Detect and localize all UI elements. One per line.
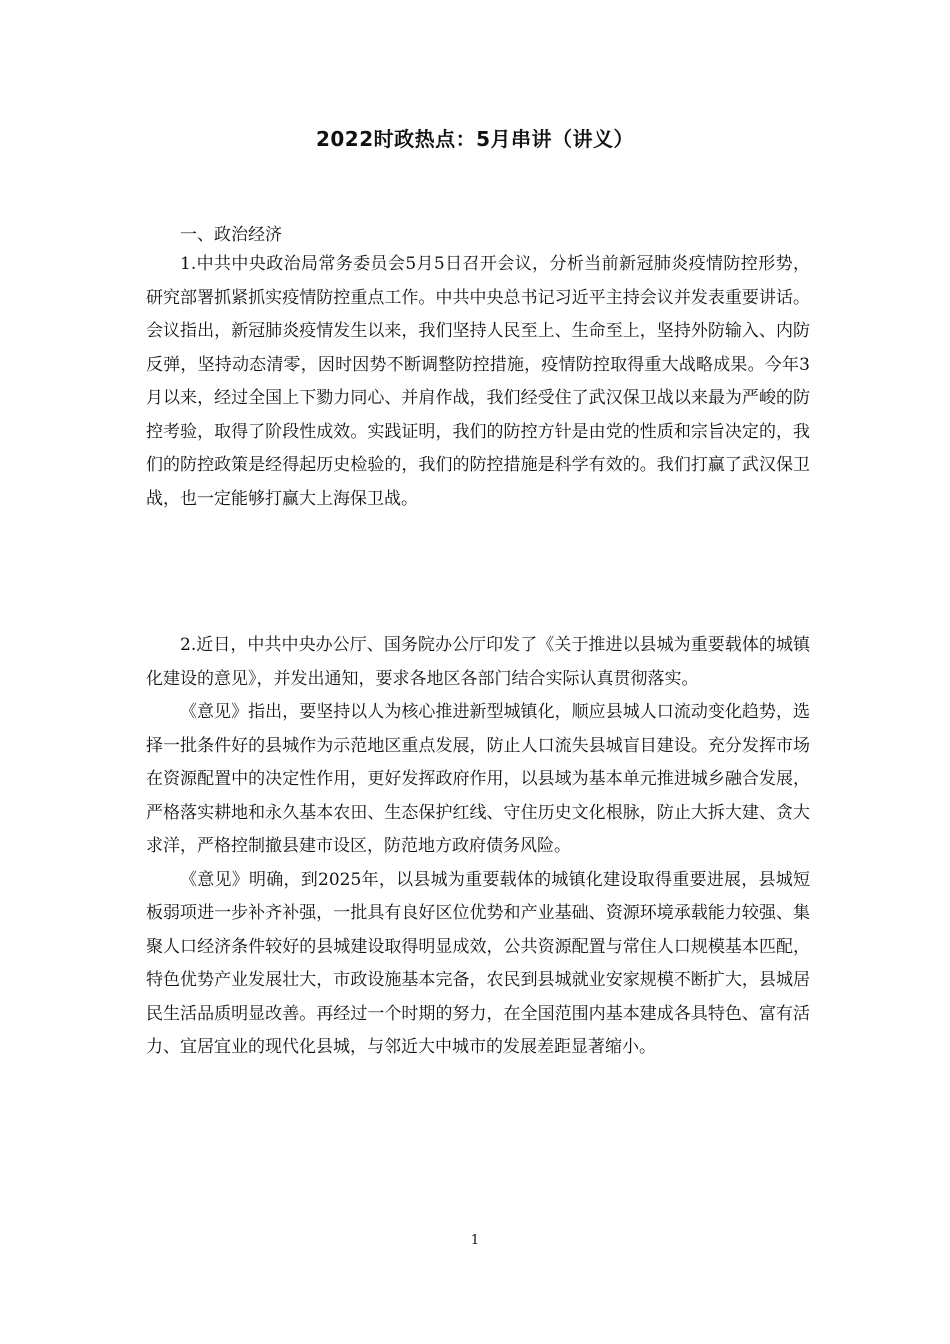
paragraph-4: 《意见》明确，到2025年，以县城为重要载体的城镇化建设取得重要进展，县城短板弱项进一步补齐补强，一批具有良好区位优势和产业基础、资源环境承载能力较强、集聚人口经济条件较好的县城建设取得明显成效，公共资源配置与常住人口规模基本匹配，特色优势产业发展壮大，市政设施基本完备，农民到县城就业安家规模不断扩大，县城居民生活品质明显改善。再经过一个时期的努力，在全国范围内基本建成各具特色、富有活力、宜居宜业的现代化县城，与邻近大中城市的发展差距显著缩小。 xyxy=(146,869,810,1057)
paragraph-block-1 xyxy=(146,248,810,516)
paragraph-1: 1.中共中央政治局常务委员会5月5日召开会议，分析当前新冠肺炎疫情防控形势，研究部署抓紧抓实疫情防控重点工作。中共中央总书记习近平主持会议并发表重要讲话。会议指出，新冠肺炎疫情发生以来，我们坚持人民至上、生命至上，坚持外防输入、内防反弹，坚持动态清零，因时因势不断调整防控措施，疫情防控取得重大战略成果。今年3月以来，经过全国上下勠力同心、并肩作战，我们经受住了武汉保卫战以来最为严峻的防控考验，取得了阶段性成效。实践证明，我们的防控方针是由党的性质和宗旨决定的，我们的防控政策是经得起历史检验的，我们的防控措施是科学有效的。我们打赢了武汉保卫战，也一定能够打赢大上海保卫战。 xyxy=(146,254,810,509)
document-title: 2022时政热点：5月串讲（讲义） xyxy=(315,127,635,151)
section-heading: 一、政治经济 xyxy=(180,225,282,245)
paragraph-2: 2.近日，中共中央办公厅、国务院办公厅印发了《关于推进以县城为重要载体的城镇化建设的意见》，并发出通知，要求各地区各部门结合实际认真贯彻落实。 xyxy=(146,635,810,689)
paragraph-3: 《意见》指出，要坚持以人为核心推进新型城镇化，顺应县城人口流动变化趋势，选择一批条件好的县城作为示范地区重点发展，防止人口流失县城盲目建设。充分发挥市场在资源配置中的决定性作用，更好发挥政府作用，以县域为基本单元推进城乡融合发展，严格落实耕地和永久基本农田、生态保护红线、守住历史文化根脉，防止大拆大建、贪大求洋，严格控制撤县建市设区，防范地方政府债务风险。 xyxy=(146,702,810,856)
paragraph-block-2 xyxy=(146,629,810,1065)
page-number: 1 xyxy=(470,1233,480,1248)
